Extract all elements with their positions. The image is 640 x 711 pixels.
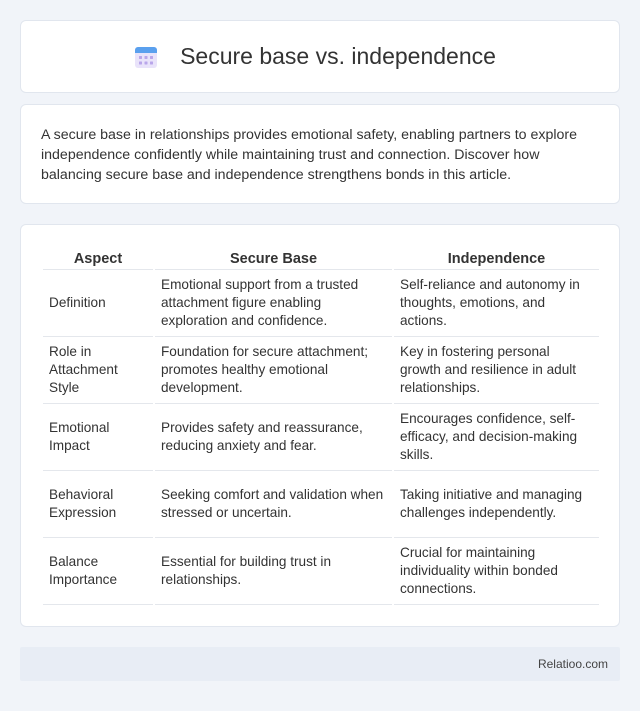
- table-cell-secure-base: Seeking comfort and validation when stressed or uncertain.: [155, 471, 392, 538]
- column-header: Secure Base: [155, 245, 392, 270]
- table-row: [43, 404, 599, 471]
- table-cell-independence: Crucial for maintaining individuality within bonded connections.: [394, 538, 599, 605]
- page-title: Secure base vs. independence: [180, 43, 496, 69]
- table-cell-aspect: Role in Attachment Style: [43, 337, 153, 404]
- column-header: Aspect: [43, 245, 153, 270]
- title-card: [20, 20, 620, 93]
- table-cell-secure-base: Essential for building trust in relationships.: [155, 538, 392, 605]
- table-cell-secure-base: Provides safety and reassurance, reducing anxiety and fear.: [155, 404, 392, 471]
- table-cell-aspect: Definition: [43, 270, 153, 337]
- intro-card: [20, 104, 620, 204]
- table-cell-aspect: Behavioral Expression: [43, 471, 153, 538]
- table-cell-aspect: Emotional Impact: [43, 404, 153, 471]
- table-header-row: [43, 245, 599, 270]
- table-row: [43, 270, 599, 337]
- intro-text: A secure base in relationships provides emotional safety, enabling partners to explore independence confidently while maintaining trust and connection. Discover how balancing secure base and independence strengthens bonds in this article.: [41, 127, 578, 183]
- table-row: [43, 337, 599, 404]
- table-cell-independence: Taking initiative and managing challenges independently.: [394, 471, 599, 538]
- table-row: [43, 538, 599, 605]
- table-cell-secure-base: Foundation for secure attachment; promotes healthy emotional development.: [155, 337, 392, 404]
- calendar-icon: [134, 45, 158, 69]
- column-header: Independence: [394, 245, 599, 270]
- table-cell-aspect: Balance Importance: [43, 538, 153, 605]
- footer-brand[interactable]: Relatioo.com: [537, 657, 608, 671]
- table-row: [43, 471, 599, 538]
- table-cell-independence: Key in fostering personal growth and resilience in adult relationships.: [394, 337, 599, 404]
- table-cell-independence: Encourages confidence, self-efficacy, and decision-making skills.: [394, 404, 599, 471]
- comparison-table: [41, 245, 601, 605]
- footer: [20, 647, 620, 681]
- table-card: [20, 224, 620, 627]
- table-cell-independence: Self-reliance and autonomy in thoughts, emotions, and actions.: [394, 270, 599, 337]
- table-cell-secure-base: Emotional support from a trusted attachment figure enabling exploration and confidence.: [155, 270, 392, 337]
